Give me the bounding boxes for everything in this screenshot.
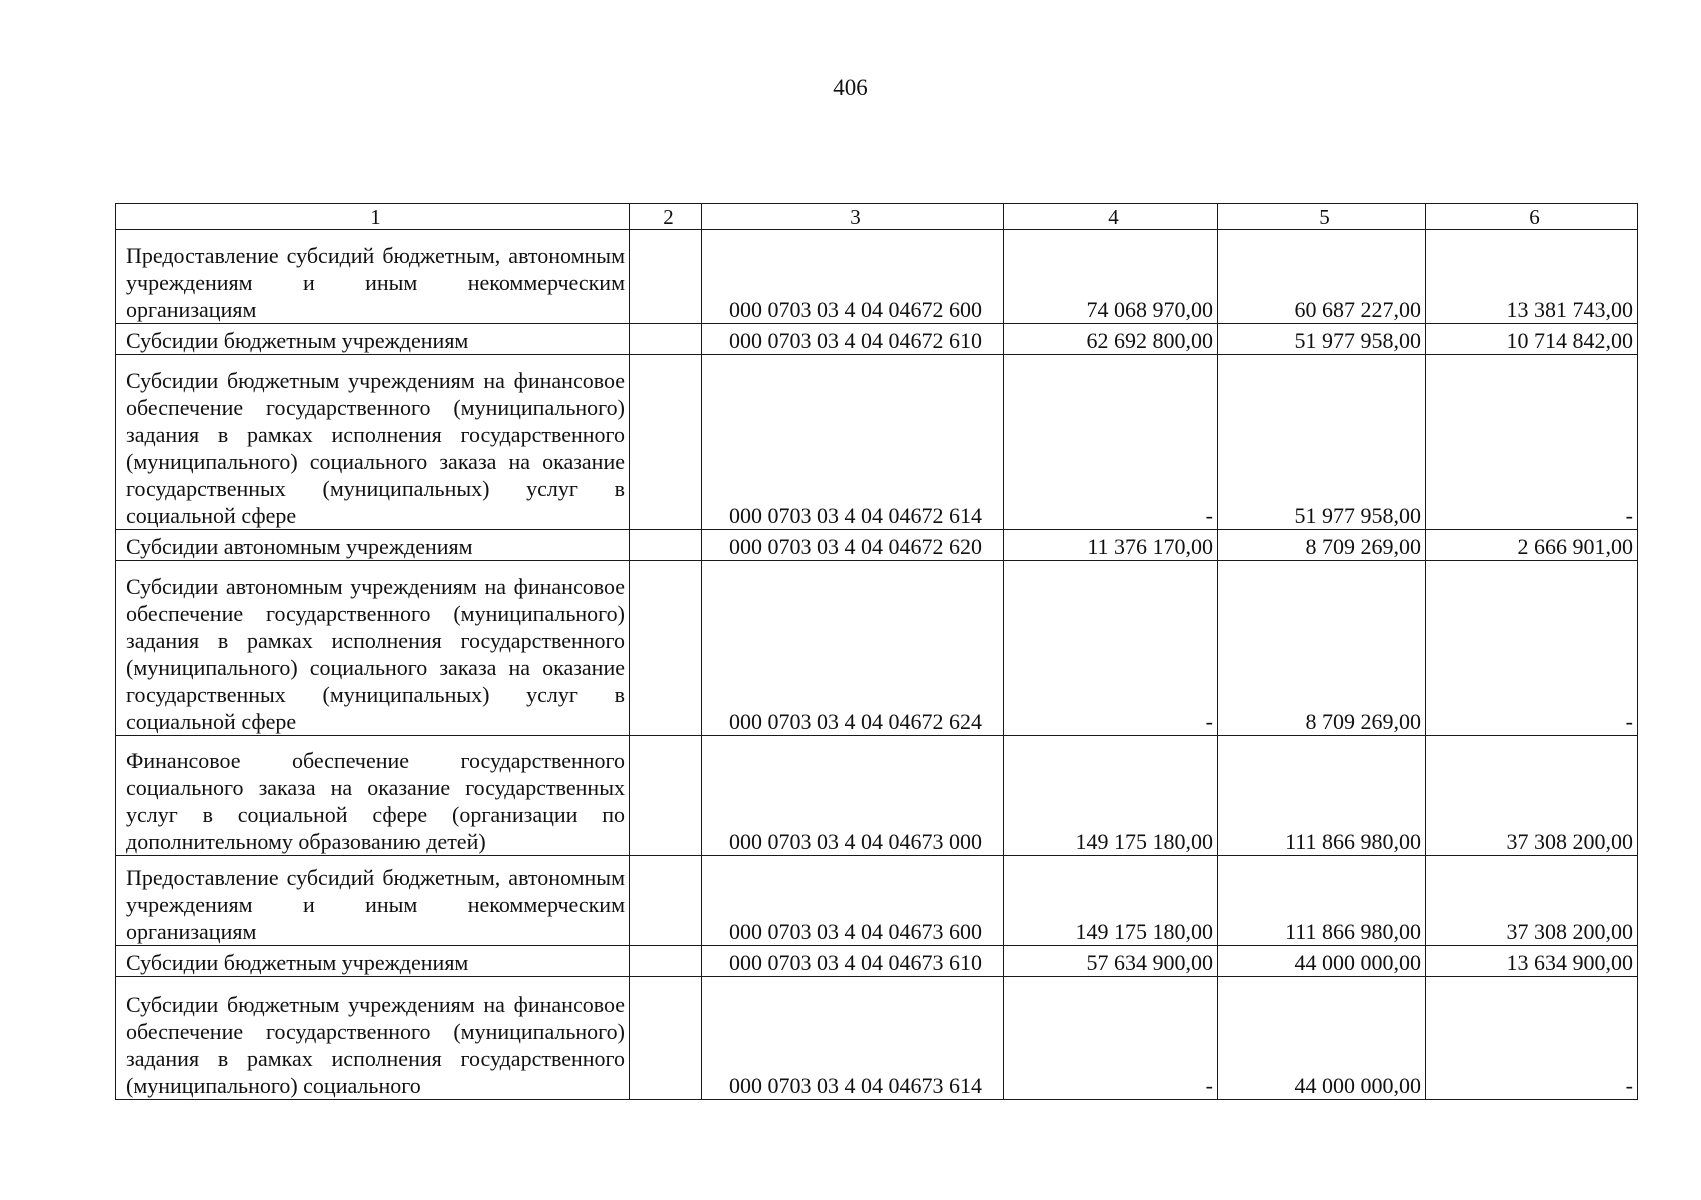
row-col6-value: - (1426, 561, 1638, 736)
row-code: 000 0703 03 4 04 04672 610 (702, 324, 1004, 355)
row-col5-value: 111 866 980,00 (1218, 856, 1426, 946)
row-col6-value: 13 634 900,00 (1426, 946, 1638, 977)
table-row (116, 856, 1638, 946)
row-col6-value: 2 666 901,00 (1426, 530, 1638, 561)
row-code: 000 0703 03 4 04 04672 624 (702, 561, 1004, 736)
table-row (116, 561, 1638, 736)
row-col4-value: - (1004, 355, 1218, 530)
row-col4-value: - (1004, 977, 1218, 1100)
row-col6-value: 37 308 200,00 (1426, 856, 1638, 946)
table-row (116, 977, 1638, 1100)
budget-table (115, 203, 1638, 1100)
page-number: 406 (833, 75, 868, 100)
row-col2 (630, 324, 702, 355)
row-col4-value: - (1004, 561, 1218, 736)
row-col5-value: 44 000 000,00 (1218, 946, 1426, 977)
row-description: Финансовое обеспечение государственного социального заказа на оказание государственных услуг в социальной сфере (организации по дополнительному образованию детей) (116, 736, 630, 856)
row-col2 (630, 561, 702, 736)
row-description: Субсидии бюджетным учреждениям на финансовое обеспечение государственного (муниципального) задания в рамках исполнения государственного (муниципального) социального (116, 977, 630, 1100)
row-code: 000 0703 03 4 04 04672 620 (702, 530, 1004, 561)
row-col2 (630, 977, 702, 1100)
column-header-4: 4 (1004, 204, 1218, 230)
row-col4-value: 74 068 970,00 (1004, 230, 1218, 324)
row-col6-value: 37 308 200,00 (1426, 736, 1638, 856)
table-row (116, 530, 1638, 561)
row-col2 (630, 530, 702, 561)
row-description: Субсидии бюджетным учреждениям (116, 324, 630, 355)
row-col6-value: 10 714 842,00 (1426, 324, 1638, 355)
row-code: 000 0703 03 4 04 04672 614 (702, 355, 1004, 530)
row-col5-value: 8 709 269,00 (1218, 561, 1426, 736)
table-row (116, 230, 1638, 324)
column-header-3: 3 (702, 204, 1004, 230)
row-col2 (630, 946, 702, 977)
table-row (116, 355, 1638, 530)
row-col4-value: 57 634 900,00 (1004, 946, 1218, 977)
row-col4-value: 11 376 170,00 (1004, 530, 1218, 561)
column-header-5: 5 (1218, 204, 1426, 230)
table-row (116, 736, 1638, 856)
row-col5-value: 44 000 000,00 (1218, 977, 1426, 1100)
row-description: Предоставление субсидий бюджетным, автономным учреждениям и иным некоммерческим организациям (116, 856, 630, 946)
row-description: Субсидии автономным учреждениям (116, 530, 630, 561)
row-col5-value: 60 687 227,00 (1218, 230, 1426, 324)
row-col6-value: - (1426, 355, 1638, 530)
row-col6-value: - (1426, 977, 1638, 1100)
row-col5-value: 51 977 958,00 (1218, 324, 1426, 355)
row-col2 (630, 230, 702, 324)
row-col5-value: 111 866 980,00 (1218, 736, 1426, 856)
row-col2 (630, 736, 702, 856)
row-col5-value: 8 709 269,00 (1218, 530, 1426, 561)
row-col6-value: 13 381 743,00 (1426, 230, 1638, 324)
row-code: 000 0703 03 4 04 04673 000 (702, 736, 1004, 856)
header-row (116, 204, 1638, 230)
row-col4-value: 149 175 180,00 (1004, 856, 1218, 946)
row-col5-value: 51 977 958,00 (1218, 355, 1426, 530)
table-row (116, 946, 1638, 977)
row-col2 (630, 355, 702, 530)
row-code: 000 0703 03 4 04 04673 610 (702, 946, 1004, 977)
row-description: Субсидии бюджетным учреждениям на финансовое обеспечение государственного (муниципального) задания в рамках исполнения государственного (муниципального) социального заказа на оказание государственных (муниципальных) услуг в социальной сфере (116, 355, 630, 530)
table-row (116, 324, 1638, 355)
row-description: Субсидии автономным учреждениям на финансовое обеспечение государственного (муниципального) задания в рамках исполнения государственного (муниципального) социального заказа на оказание государственных (муниципальных) услуг в социальной сфере (116, 561, 630, 736)
column-header-6: 6 (1426, 204, 1638, 230)
column-header-2: 2 (630, 204, 702, 230)
column-header-1: 1 (116, 204, 630, 230)
row-code: 000 0703 03 4 04 04673 600 (702, 856, 1004, 946)
row-code: 000 0703 03 4 04 04673 614 (702, 977, 1004, 1100)
row-col2 (630, 856, 702, 946)
row-col4-value: 149 175 180,00 (1004, 736, 1218, 856)
row-description: Субсидии бюджетным учреждениям (116, 946, 630, 977)
row-code: 000 0703 03 4 04 04672 600 (702, 230, 1004, 324)
row-col4-value: 62 692 800,00 (1004, 324, 1218, 355)
row-description: Предоставление субсидий бюджетным, автономным учреждениям и иным некоммерческим организациям (116, 230, 630, 324)
